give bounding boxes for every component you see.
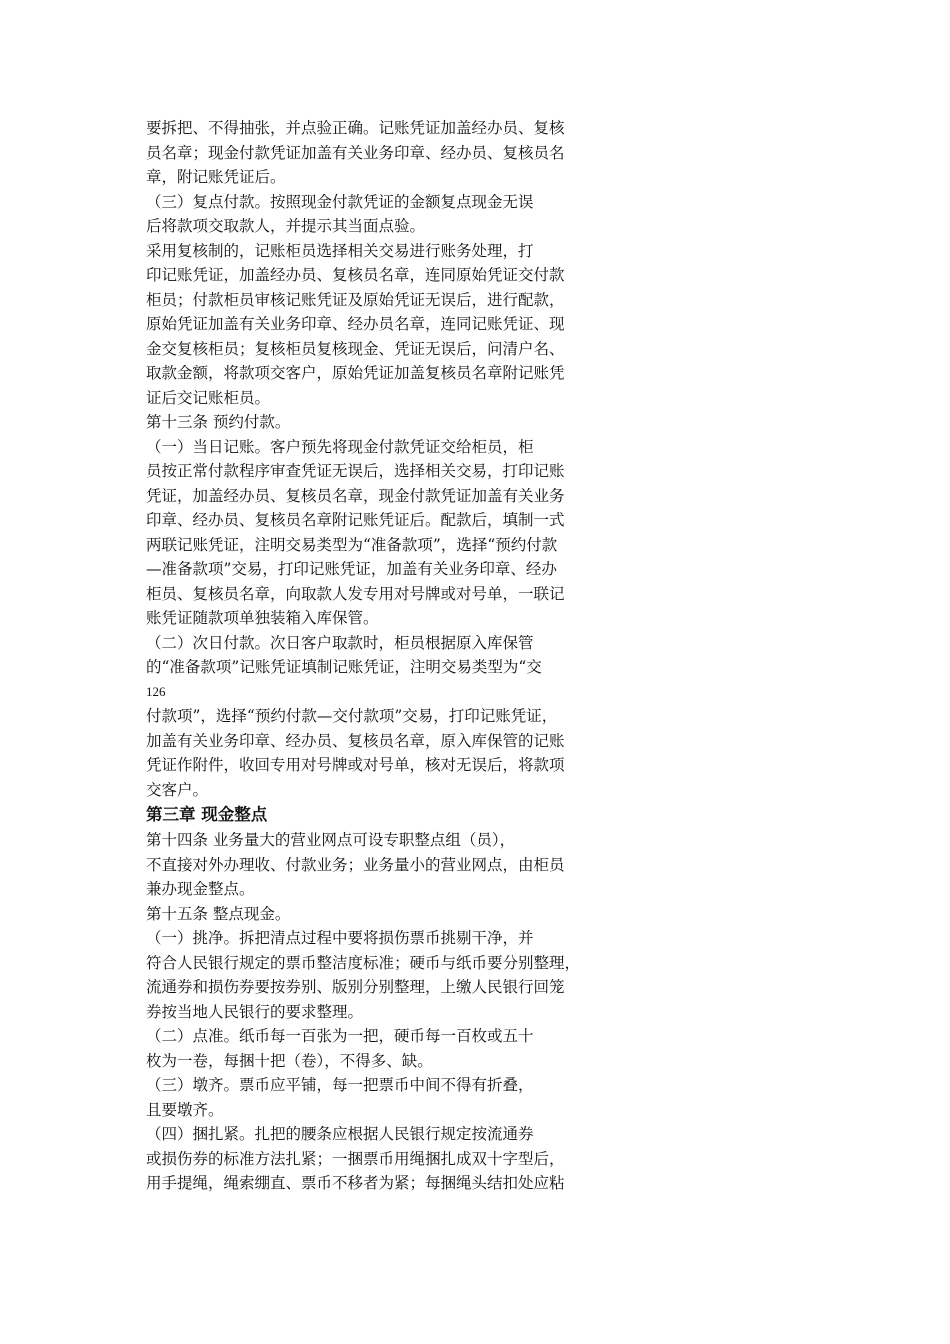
text-line: 凭证作附件，收回专用对号牌或对号单，核对无误后，将款项 bbox=[146, 756, 565, 774]
text-line: 付款项”，选择“预约付款—交付款项”交易，打印记账凭证， bbox=[146, 707, 558, 725]
text-line: 第十四条 业务量大的营业网点可设专职整点组（员）， bbox=[146, 831, 516, 849]
text-line: 不直接对外办理收、付款业务；业务量小的营业网点，由柜员 bbox=[146, 855, 565, 874]
text-line: 采用复核制的，记账柜员选择相关交易进行账务处理，打 bbox=[146, 241, 534, 260]
text-line: （四）捆扎紧。扎把的腰条应根据人民银行规定按流通券 bbox=[146, 1125, 534, 1143]
text-line: 流通券和损伤券要按券别、版别分别整理，上缴人民银行回笼 bbox=[146, 978, 565, 996]
text-line: （一）挑净。拆把清点过程中要将损伤票币挑剔干净，并 bbox=[146, 929, 534, 947]
text-line: 要拆把、不得抽张，并点验正确。记账凭证加盖经办员、复核 bbox=[146, 119, 565, 137]
text-line: 员按正常付款程序审查凭证无误后，选择相关交易，打印记账 bbox=[146, 462, 565, 480]
text-line: 用手提绳，绳索绷直、票币不移者为紧；每捆绳头结扣处应粘 bbox=[146, 1174, 565, 1192]
text-line: 印记账凭证，加盖经办员、复核员名章，连同原始凭证交付款 bbox=[146, 266, 565, 284]
text-line: 原始凭证加盖有关业务印章、经办员名章，连同记账凭证、现 bbox=[146, 315, 565, 333]
text-line: 账凭证随款项单独装箱入库保管。 bbox=[146, 609, 379, 627]
text-line: 后将款项交取款人，并提示其当面点验。 bbox=[146, 217, 426, 235]
text-line: （二）点准。纸币每一百张为一把，硬币每一百枚或五十 bbox=[146, 1027, 534, 1045]
text-line: （三）墩齐。票币应平铺，每一把票币中间不得有折叠， bbox=[146, 1076, 534, 1094]
text-line: 第十五条 整点现金。 bbox=[146, 904, 291, 923]
text-line: 枚为一卷，每捆十把（卷），不得多、缺。 bbox=[146, 1051, 433, 1070]
chapter-heading: 第三章 现金整点 bbox=[146, 805, 268, 824]
text-line: 券按当地人民银行的要求整理。 bbox=[146, 1002, 364, 1021]
text-line: 柜员；付款柜员审核记账凭证及原始凭证无误后，进行配款， bbox=[146, 290, 565, 309]
text-line: 证后交记账柜员。 bbox=[146, 388, 271, 407]
text-line: （二）次日付款。次日客户取款时，柜员根据原入库保管 bbox=[146, 633, 534, 652]
text-line: 交客户。 bbox=[146, 780, 209, 799]
text-line: 且要墩齐。 bbox=[146, 1100, 224, 1119]
text-line: （一）当日记账。客户预先将现金付款凭证交给柜员，柜 bbox=[146, 437, 534, 456]
text-section-cash-counting bbox=[146, 828, 626, 1196]
text-line: 第十三条 预约付款。 bbox=[146, 413, 291, 431]
document-text bbox=[146, 116, 626, 1196]
text-line: 符合人民银行规定的票币整洁度标准；硬币与纸币要分别整理， bbox=[146, 953, 581, 972]
text-line: 取款金额，将款项交客户，原始凭证加盖复核员名章附记账凭 bbox=[146, 364, 565, 382]
page-number: 126 bbox=[146, 683, 166, 699]
text-line: 两联记账凭证，注明交易类型为“准备款项”，选择“预约付款 bbox=[146, 535, 558, 554]
text-line: 加盖有关业务印章、经办员、复核员名章，原入库保管的记账 bbox=[146, 731, 565, 750]
text-line: （三）复点付款。按照现金付款凭证的金额复点现金无误 bbox=[146, 192, 534, 211]
text-line: 凭证，加盖经办员、复核员名章，现金付款凭证加盖有关业务 bbox=[146, 486, 565, 505]
text-line: 柜员、复核员名章，向取款人发专用对号牌或对号单，一联记 bbox=[146, 584, 565, 603]
text-line: 章，附记账凭证后。 bbox=[146, 168, 286, 186]
text-line: 的“准备款项”记账凭证填制记账凭证，注明交易类型为“交 bbox=[146, 658, 542, 676]
text-line: —准备款项”交易，打印记账凭证，加盖有关业务印章、经办 bbox=[146, 560, 557, 578]
text-line: 金交复核柜员；复核柜员复核现金、凭证无误后，问清户名、 bbox=[146, 339, 565, 358]
text-line: 员名章；现金付款凭证加盖有关业务印章、经办员、复核员名 bbox=[146, 143, 565, 162]
text-line: 印章、经办员、复核员名章附记账凭证后。配款后，填制一式 bbox=[146, 511, 565, 529]
text-line: 兼办现金整点。 bbox=[146, 880, 255, 898]
text-section-payment-procedures bbox=[146, 116, 626, 680]
text-line: 或损伤券的标准方法扎紧；一捆票币用绳捆扎成双十字型后， bbox=[146, 1149, 565, 1168]
text-section-payment-continued bbox=[146, 704, 626, 802]
